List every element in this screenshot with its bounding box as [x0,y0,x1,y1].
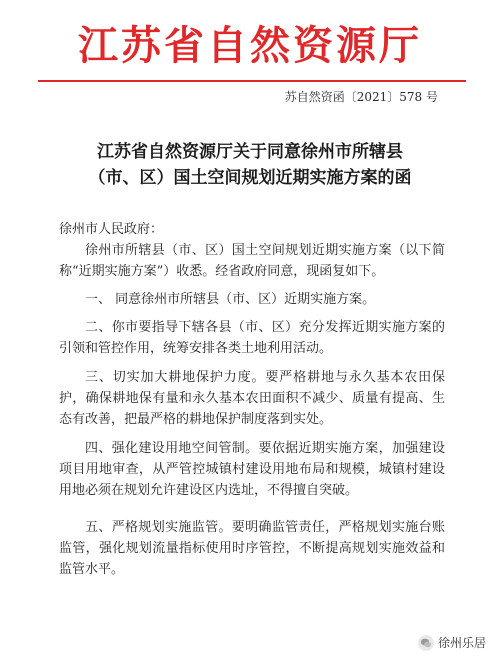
watermark [418,634,486,651]
org-header-title: 江苏省自然资源厅 [78,23,422,69]
paragraph-item-4: 四、强化建设用地空间管制。要依据近期实施方案，加强建设项目用地审查，从严管控城镇村建设用地布局和规模，城镇村建设用地必须在规划允许建设区内选址，不得擅自突破。 [59,441,445,498]
paragraph-item-5: 五、严格规划实施监管。要明确监管责任，严格规划实施台账监管，强化规划流量指标使用时序管控，不断提高规划实施效益和监管水平。 [59,520,445,577]
paragraph-item-3: 三、切实加大耕地保护力度。要严格耕地与永久基本农田保护，确保耕地保有量和永久基本农田面积不减少、质量有提高、生态有改善，把最严格的耕地保护制度落到实处。 [59,370,445,427]
red-divider [38,80,466,82]
paragraph-item-2: 二、你市要指导下辖各县（市、区）充分发挥近期实施方案的引领和管控作用，统筹安排各类土地利用活动。 [59,320,445,356]
wechat-icon [418,635,434,651]
paragraph-intro: 徐州市所辖县（市、区）国土空间规划近期实施方案（以下简称“近期实施方案”）收悉。经省政府同意，现函复如下。 [59,243,445,279]
document-title-line-1: 江苏省自然资源厅关于同意徐州市所辖县 [97,142,403,162]
watermark-label: 徐州乐居 [437,636,486,650]
salutation: 徐州市人民政府： [59,222,164,237]
paragraph-item-1: 一、 同意徐州市所辖县（市、区）近期实施方案。 [85,292,376,307]
document-number: 苏自然资函〔2021〕578 号 [284,90,438,104]
document-title-line-2: （市、区）国土空间规划近期实施方案的函 [88,168,412,188]
